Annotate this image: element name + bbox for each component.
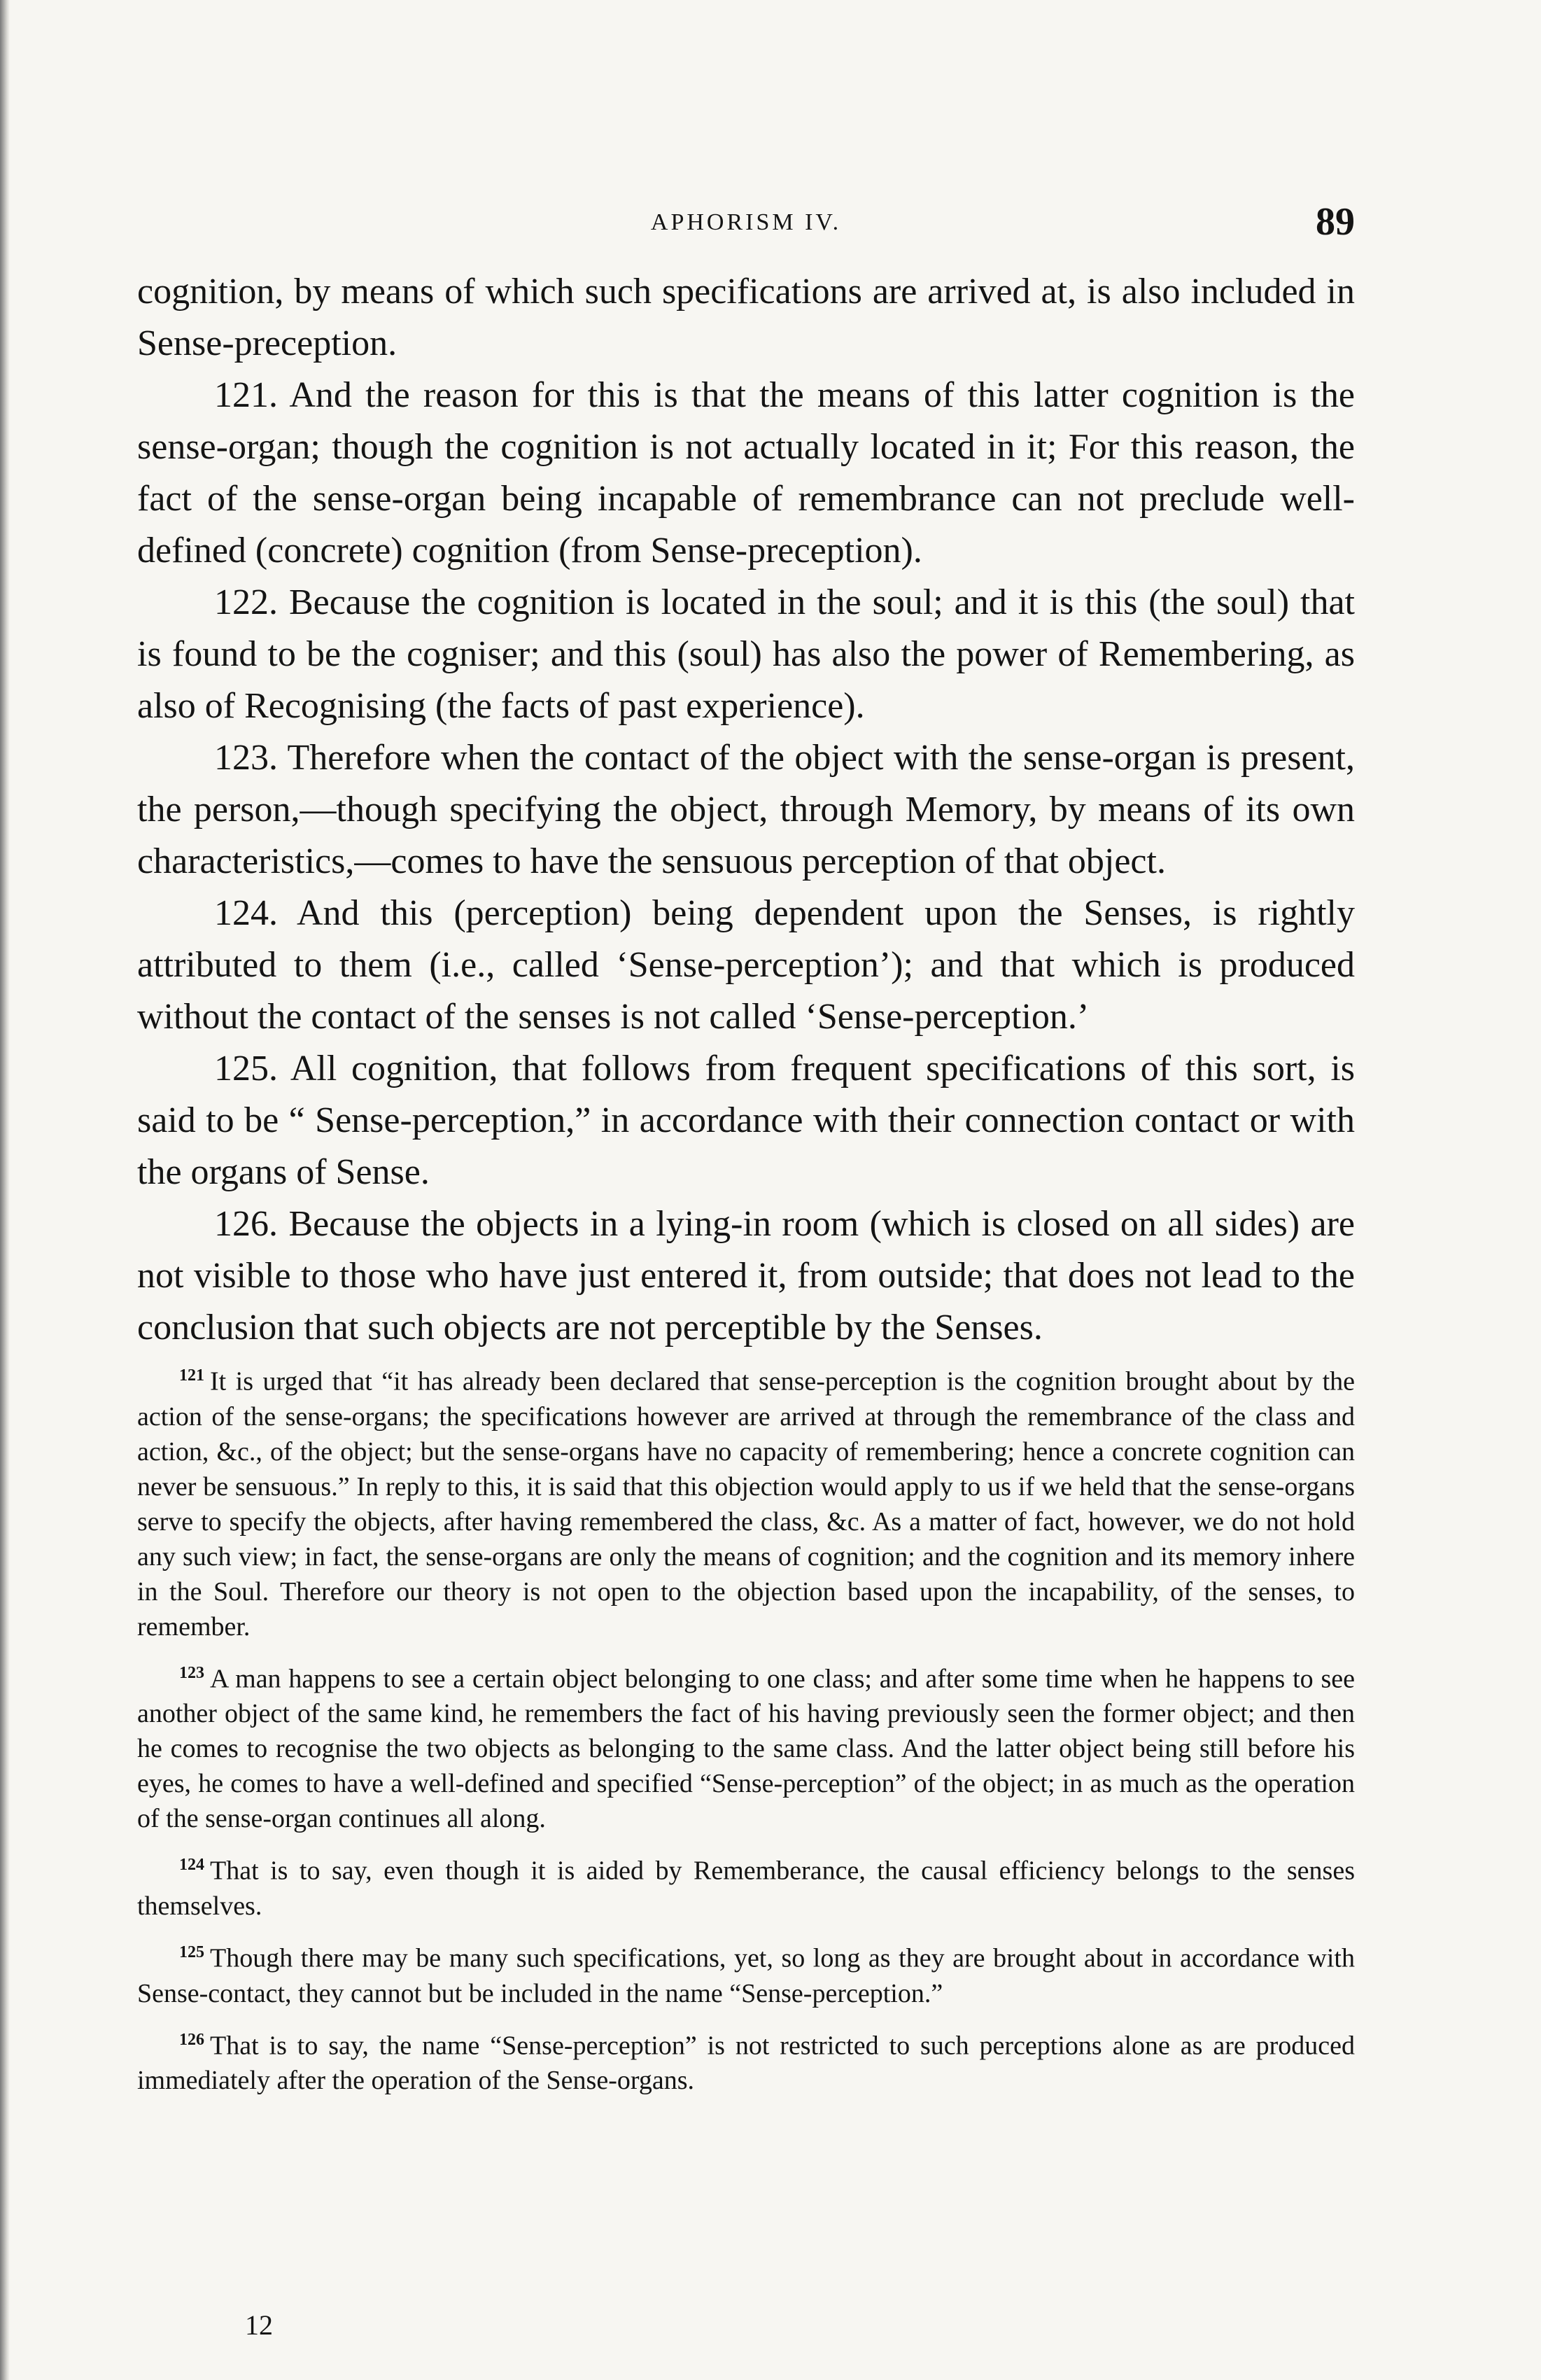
running-head [137, 200, 1355, 244]
footnote-ref: 125 [179, 1942, 204, 1961]
paragraph-124: 124. And this (perception) being dependent upon the Senses, is rightly attributed to them (i.e., called ‘Sense-perception’); and that which is produced without the contact of the senses is not called ‘Sense-perception.’ [137, 893, 1355, 1037]
paragraph-125: 125. All cognition, that follows from frequent specifications of this sort, is said to be “ Sense-perception,” in accordance with their connection contact or with the organs of Sense. [137, 1049, 1355, 1192]
paragraph-123: 123. Therefore when the contact of the object with the sense-organ is present, the person,—though specifying the object, through Memory, by means of its own characteristics,—comes to have the sensuous perception of that object. [137, 738, 1355, 881]
main-text [137, 266, 1355, 1354]
footnote-text: That is to say, even though it is aided by Rememberance, the causal efficiency belongs to the senses themselves. [137, 1856, 1355, 1921]
paragraph-122: 122. Because the cognition is located in the soul; and it is this (the soul) that is found to be the cogniser; and this (soul) has also the power of Remembering, as also of Recognising (the facts of past experience). [137, 582, 1355, 726]
footnote-ref: 121 [179, 1366, 204, 1385]
footnote-text: Though there may be many such specifications, yet, so long as they are brought about in accordance with Sense-contact, they cannot but be included in the name “Sense-perception.” [137, 1943, 1355, 2008]
footnote-ref: 123 [179, 1663, 204, 1682]
footnote-126 [137, 2022, 1355, 2099]
footnotes [137, 1358, 1355, 2109]
footnote-121 [137, 1358, 1355, 1644]
footnote-125 [137, 1935, 1355, 2011]
page-number: 89 [1316, 200, 1355, 244]
running-title: APHORISM IV. [650, 209, 842, 235]
footnote-ref: 124 [179, 1856, 204, 1875]
page-spine-shadow [0, 0, 10, 2380]
paragraph-continuation: cognition, by means of which such specifications are arrived at, is also included in Sense-preception. [137, 272, 1355, 363]
printer-signature: 12 [245, 2309, 273, 2341]
footnote-text: It is urged that “it has already been declared that sense-perception is the cognition brought about by the action of the sense-organs; the specifications however are arrived at through the remembrance of the class and action, &c., of the object; but the sense-organs have no capacity of remembering; hence a concrete cognition can never be sensuous.” In reply to this, it is said that this objection would apply to us if we held that the sense-organs serve to specify the objects, after having remembered the class, &c. As a matter of fact, however, we do not hold any such view; in fact, the sense-organs are only the means of cognition; and the cognition and its memory inhere in the Soul. Therefore our theory is not open to the objection based upon the incapability, of the senses, to remember. [137, 1366, 1355, 1642]
footnote-124 [137, 1847, 1355, 1924]
footnote-123 [137, 1656, 1355, 1837]
footnote-ref: 126 [179, 2030, 204, 2049]
footnote-text: A man happens to see a certain object belonging to one class; and after some time when he happens to see another object of the same kind, he remembers the fact of his having previously seen the former object; and then he comes to recognise the two objects as belonging to the same class. And the latter object being still before his eyes, he comes to have a well-defined and specified “Sense-perception” of the object; in as much as the operation of the sense-organ continues all along. [137, 1664, 1355, 1834]
paragraph-126: 126. Because the objects in a lying-in room (which is closed on all sides) are not visible to those who have just entered it, from outside; that does not lead to the conclusion that such objects are not perceptible by the Senses. [137, 1204, 1355, 1348]
paragraph-121: 121. And the reason for this is that the means of this latter cognition is the sense-organ; though the cognition is not actually located in it; For this reason, the fact of the sense-organ being incapable of remembrance can not preclude well-defined (concrete) cognition (from Sense-preception). [137, 375, 1355, 570]
footnote-text: That is to say, the name “Sense-perception” is not restricted to such perceptions alone as are produced immediately after the operation of the Sense-organs. [137, 2031, 1355, 2096]
